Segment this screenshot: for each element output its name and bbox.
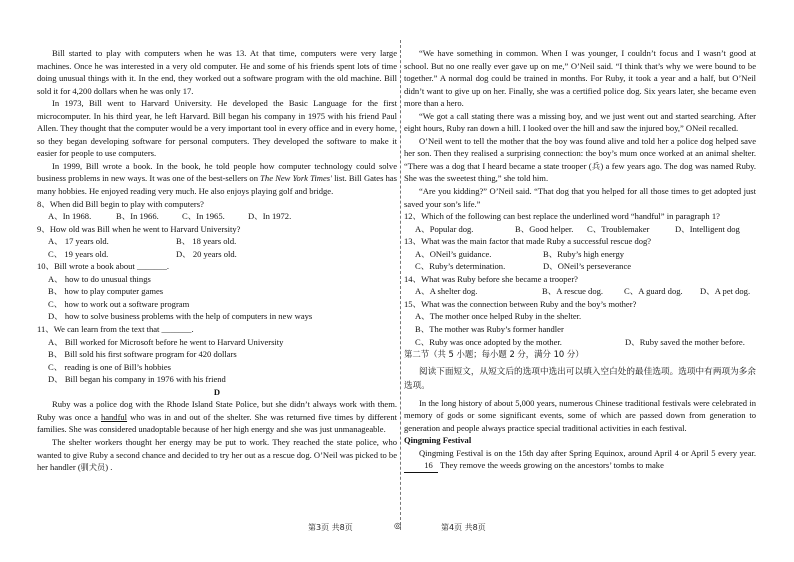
d1-text-a: Ruby was a police dog with the Rhode Island State Police, but she didn’t always work with them. Ruby was once a bbox=[37, 399, 397, 422]
passage-c-paragraph-1: Bill started to play with computers when he was 13. At that time, computers were very large machines. Once he was interested in a very old computer. He and some of his friends spent lots of time doing unusual things with it. In the end, they worked out a software program with the old machine. Bill sold it for 4,200 dollars when he was only 17. bbox=[37, 48, 397, 96]
q15-option-b: B、The mother was Ruby’s former handler bbox=[415, 324, 564, 335]
festival-intro-paragraph: In the long history of about 5,000 years, numerous Chinese traditional festivals were celebrated in memory of gods or some significant events, some of which are passed down from generation to generation and people always practice special traditional activities in each festival. bbox=[404, 397, 756, 433]
question-10: 10、Bill wrote a book about _______. bbox=[37, 261, 169, 272]
d2-chinese-gloss: 驯犬员 bbox=[80, 462, 106, 473]
passage-d-paragraph-5 bbox=[404, 135, 756, 185]
q9-option-b: B、 18 years old. bbox=[176, 236, 237, 247]
q9-option-c: C、 19 years old. bbox=[48, 248, 109, 259]
paragraph-3-book-title: The New York Times' bbox=[260, 173, 332, 184]
q12-option-d: D、Intelligent dog bbox=[675, 223, 740, 234]
q14-option-d: D、A pet dog. bbox=[700, 286, 751, 297]
question-11: 11、We can learn from the text that _______. bbox=[37, 324, 194, 335]
left-column bbox=[37, 47, 397, 474]
r3-text-a: O’Neil went to tell the mother that the boy was found alive and told her a police dog helped save her son. Then they realised a surprising connection: the boy’s mum once worked at an animal shelter. “There was a dog that I heard became a state trooper ( bbox=[404, 135, 756, 171]
q11-option-d: D、 Bill began his company in 1976 with his friend bbox=[48, 374, 226, 385]
q8-option-c: C、In 1965. bbox=[182, 211, 225, 222]
passage-d-paragraph-4: “We got a call stating there was a missing boy, and we just went out and started searching. After eight hours, Ruby ran down a hill. I looked over the hill and saw the injured boy,” ONeil recalled. bbox=[404, 110, 756, 134]
question-14: 14、What was Ruby before she became a trooper? bbox=[404, 273, 578, 284]
question-13-options-row-2 bbox=[404, 260, 756, 273]
question-8-options bbox=[37, 210, 397, 223]
q15-option-c: C、Ruby was once adopted by the mother. bbox=[415, 336, 562, 347]
d1-text-b: who was in and out of the shelter. She was returned five times by different families. She was considered unadoptable because of her high energy and she was just unmanageable. bbox=[37, 411, 397, 435]
q9-option-d: D、 20 years old. bbox=[176, 248, 237, 259]
q13-option-a: A、ONeil’s guidance. bbox=[415, 248, 492, 259]
qm-text-b: They remove the weeds growing on the ancestors’ tombs to make bbox=[438, 460, 664, 471]
q8-option-b: B、In 1966. bbox=[116, 211, 159, 222]
q11-option-c: C、 reading is one of Bill’s hobbies bbox=[48, 361, 171, 372]
passage-d-paragraph-3: “We have something in common. When I was younger, I couldn’t focus and I wasn’t good at school. But no one really ever gave up on me,” O’Neil said. “I think that’s why we were bound to be together.” A normal dog could be trained in months. For Ruby, it took a year and a half, but O’Neil didn’t want to give up on her. Finally, she was a certified police dog. Six years later, she became even more than a hero. bbox=[404, 48, 756, 109]
r3-text-b: ) a few years ago. The dog was named Ruby. She was the sweetest thing,” she told him. bbox=[404, 160, 756, 184]
q13-option-b: B、Ruby’s high energy bbox=[543, 248, 625, 259]
paragraph-3-text-a: In 1999, Bill wrote a book. In the book, he told people how computer technology could solve business problems in new ways. It was one of the best-sellers on bbox=[37, 160, 397, 184]
passage-c-paragraph-2: In 1973, Bill went to Harvard University. He developed the Basic Language for the first microcomputer. In his third year, he left Harvard. Bill began his company in 1975 with his friend Paul Allen. They thought that the computer would be a very important tool in every office and in every home, so they began developing software for personal computers. They developed the software to make it easier for people to use computers. bbox=[37, 98, 397, 159]
q14-option-b: B、A rescue dog. bbox=[542, 286, 604, 297]
question-13: 13、What was the main factor that made Ruby a successful rescue dog? bbox=[404, 236, 652, 247]
q12-option-c: C、Troublemaker bbox=[587, 223, 650, 234]
section-2-heading: 第二节（共 5 小题；每小题 2 分，满分 10 分） bbox=[404, 349, 584, 360]
section-d-heading: D bbox=[213, 386, 221, 397]
q11-option-b: B、 Bill sold his first software program for 420 dollars bbox=[48, 349, 237, 360]
d2-text-a: The shelter workers thought her energy may be put to work. They reached the state police, who wanted to give Ruby a second chance and decided to try her out as a rescue dog. O’Neil was picked to be her handler ( bbox=[37, 436, 397, 473]
question-12: 12、Which of the following can best replace the underlined word “handful” in paragraph 1? bbox=[404, 211, 720, 222]
q9-option-a: A、 17 years old. bbox=[48, 236, 109, 247]
question-15-options-row-3 bbox=[404, 336, 756, 349]
passage-d-paragraph-2 bbox=[37, 436, 397, 474]
q13-option-d: D、ONeil’s perseverance bbox=[543, 261, 632, 272]
q10-option-a: A、 how to do unusual things bbox=[48, 273, 151, 284]
q10-option-c: C、 how to work out a software program bbox=[48, 298, 190, 309]
right-column bbox=[404, 47, 756, 473]
d2-text-b: ) . bbox=[105, 462, 113, 473]
question-14-options bbox=[404, 285, 756, 298]
question-15: 15、What was the connection between Ruby and the boy’s mother? bbox=[404, 298, 637, 309]
question-9-options-row-1 bbox=[37, 235, 397, 248]
binding-hole-icon: ◎ bbox=[394, 521, 401, 530]
q8-option-d: D、In 1972. bbox=[248, 211, 292, 222]
q13-option-c: C、Ruby’s determination. bbox=[415, 261, 506, 272]
underlined-word-handful: handful bbox=[100, 411, 128, 422]
passage-c-paragraph-3 bbox=[37, 160, 397, 198]
question-13-options-row-1 bbox=[404, 248, 756, 261]
q12-option-a: A、Popular dog. bbox=[415, 223, 474, 234]
column-divider bbox=[400, 40, 401, 530]
qingming-paragraph bbox=[404, 447, 756, 473]
q11-option-a: A、 Bill worked for Microsoft before he went to Harvard University bbox=[48, 336, 284, 347]
question-8: 8、When did Bill begin to play with computers? bbox=[37, 198, 204, 209]
q10-option-d: D、 how to solve business problems with the help of computers in new ways bbox=[48, 311, 313, 322]
q14-option-a: A、A shelter dog. bbox=[415, 286, 478, 297]
q12-option-b: B、Good helper. bbox=[515, 223, 574, 234]
paragraph-3-text-b: list. Bill Gates has many hobbies. He enjoyed reading very much. He also enjoys playing golf and bridge. bbox=[37, 173, 397, 197]
passage-d-paragraph-6: “Are you kidding?” O’Neil said. “That dog that you helped for all those times to get adopted just saved your son’s life.” bbox=[404, 186, 756, 209]
left-page-number: 第3页 共8页 bbox=[308, 523, 353, 532]
q15-option-a: A、The mother once helped Ruby in the shelter. bbox=[415, 311, 582, 322]
q10-option-b: B、 how to play computer games bbox=[48, 286, 164, 297]
q15-option-d: D、Ruby saved the mother before. bbox=[625, 336, 745, 347]
question-9: 9、How old was Bill when he went to Harvard University? bbox=[37, 223, 241, 234]
qm-text-a: Qingming Festival is on the 15th day after Spring Equinox, around April 4 or April 5 every year. bbox=[419, 447, 756, 458]
r3-chinese-gloss: 兵 bbox=[591, 160, 601, 171]
blank-16[interactable]: 16 bbox=[404, 459, 438, 473]
qingming-heading: Qingming Festival bbox=[404, 435, 472, 446]
question-9-options-row-2 bbox=[37, 248, 397, 261]
section-2-instruction: 阅读下面短文，从短文后的选项中选出可以填入空白处的最佳选项。选项中有两项为多余选项。 bbox=[404, 366, 756, 391]
right-page-number: 第4页 共8页 bbox=[441, 523, 486, 532]
question-12-options bbox=[404, 223, 756, 236]
q14-option-c: C、A guard dog. bbox=[624, 286, 683, 297]
passage-d-paragraph-1 bbox=[37, 398, 397, 436]
q8-option-a: A、In 1968. bbox=[48, 211, 92, 222]
